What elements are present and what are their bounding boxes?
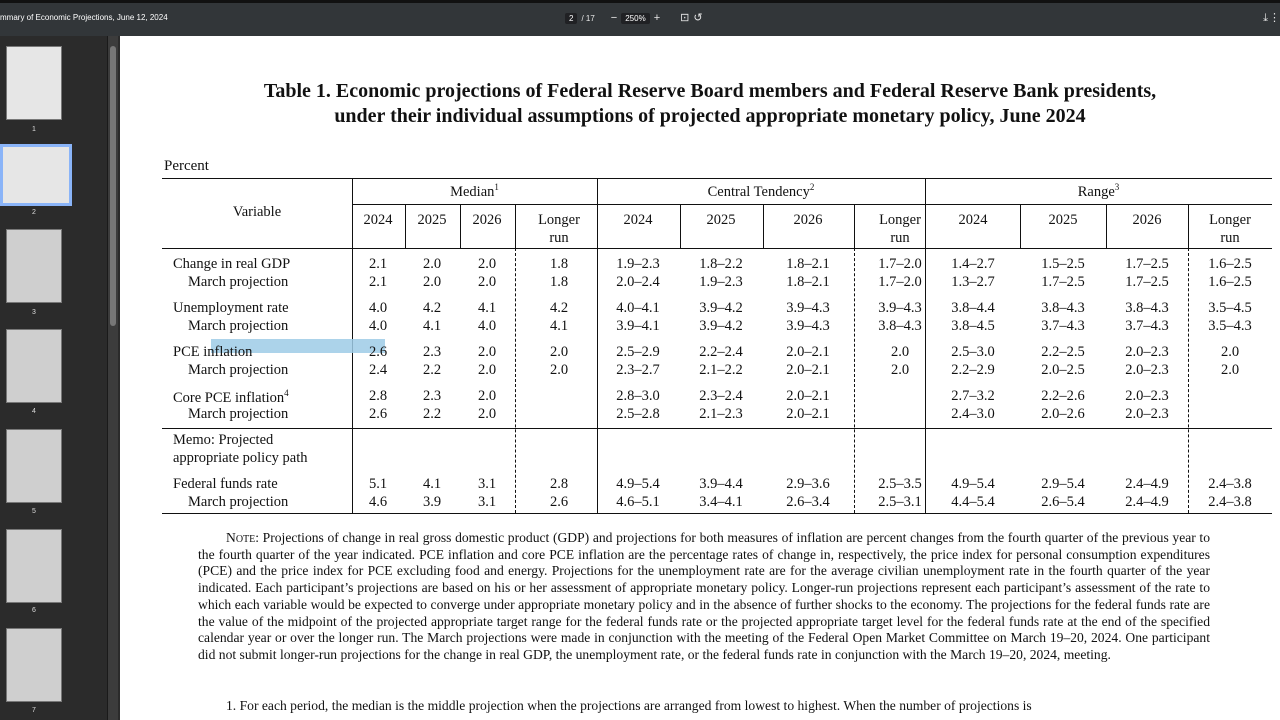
table-cell: 4.9–5.4 [616,476,660,492]
row-label [173,476,278,493]
table-cell: 4.0 [477,318,497,334]
group-header-range [925,182,1272,201]
table-cell: 3.5–4.3 [1208,318,1252,334]
row-label-text: March projection [188,274,289,290]
table-cell: 1.7–2.0 [878,256,922,272]
table-cell: 2.0 [477,344,497,360]
table-cell: 1.4–2.7 [951,256,995,272]
table-cell: 2.7–3.2 [951,388,995,404]
row-label-text: Change in real GDP [173,256,291,272]
vertical-scrollbar[interactable] [108,36,118,720]
longer-run-header: Longer [879,212,921,228]
table-cell: 2.2 [422,406,442,422]
zoom-in-button[interactable]: + [653,12,661,24]
table-cell: 2.0 [890,344,910,360]
fit-page-icon[interactable]: ⊡ [680,12,690,24]
table-cell: 2.1–2.3 [699,406,743,422]
row-label-march [188,274,288,291]
table-cell: 2.2–2.4 [699,344,743,360]
row-label-text: Core PCE inflation [173,389,285,406]
row-label-march [188,362,288,379]
row-label-text: March projection [188,362,289,378]
table-cell: 3.9 [422,494,442,510]
table-cell: 2.1–2.2 [699,362,743,378]
table-cell: 2.2–2.6 [1041,388,1085,404]
year-header: 2024 [363,212,393,228]
table-cell: 3.1 [477,494,497,510]
thumbnail-number: 7 [32,707,36,714]
footnote-marker: 4 [284,388,289,398]
footnote-marker: 3 [1114,182,1120,192]
pdf-toolbar [0,0,1280,36]
table-cell: 3.8–4.5 [951,318,995,334]
row-label-march [188,318,288,335]
table-cell: 3.9–4.4 [699,476,743,492]
table-cell: 2.0 [890,362,910,378]
table-cell: 2.2 [422,362,442,378]
year-header: 2026 [472,212,502,228]
table-cell: 4.2 [549,300,569,316]
row-label [173,388,289,407]
footnote-marker: 1 [494,182,499,192]
table-cell: 4.0 [368,318,388,334]
title-line-1: Table 1. Economic projections of Federal Reserve Board members and Federal Reserve Bank presidents, [263,80,1157,102]
table-cell: 1.9–2.3 [616,256,660,272]
table-cell: 2.3 [422,344,442,360]
download-icon[interactable]: ⤓ [1263,11,1268,24]
table-cell: 1.5–2.5 [1041,256,1085,272]
table-cell: 2.0–2.5 [1041,362,1085,378]
longer-run-header: Longer [1209,212,1251,228]
table-cell: 1.7–2.0 [878,274,922,290]
row-label [173,256,290,273]
memo-label-line-1: Memo: Projected [173,432,274,448]
table-cell: 2.0–2.3 [1125,388,1169,404]
row-label [173,344,252,361]
row-label-march [188,494,288,511]
table-cell: 2.4–3.8 [1208,476,1252,492]
table-cell: 3.8–4.3 [878,318,922,334]
table-cell: 1.6–2.5 [1208,274,1252,290]
table-cell: 3.8–4.3 [1041,300,1085,316]
table-cell: 3.1 [477,476,497,492]
table-cell: 2.5–3.0 [951,344,995,360]
page-thumbnail-active[interactable] [0,144,72,206]
table-cell: 2.0 [477,406,497,422]
table-cell: 2.0–2.3 [1125,344,1169,360]
pdf-page [120,36,1280,720]
year-header: 2025 [417,212,447,228]
table-cell: 4.1 [477,300,497,316]
table-cell: 2.5–2.8 [616,406,660,422]
title-line-2: under their individual assumptions of projected appropriate monetary policy, June 2024 [334,105,1086,127]
table-cell: 2.0–2.1 [786,388,830,404]
page-thumbnail[interactable] [6,628,62,702]
thumbnail-sidebar [0,36,108,720]
page-thumbnail[interactable] [6,229,62,303]
table-cell: 2.0–2.1 [786,362,830,378]
longer-run-header: Longer [538,212,580,228]
more-options-icon[interactable]: ⋮ [1269,11,1280,24]
table-cell: 2.0 [477,388,497,404]
year-header: 2024 [958,212,988,228]
table-note [198,530,1210,664]
table-cell: 4.1 [422,318,442,334]
table-cell: 2.3 [422,388,442,404]
thumbnail-number: 2 [32,209,36,216]
table-cell: 2.0 [422,256,442,272]
table-cell: 3.8–4.3 [1125,300,1169,316]
table-cell: 1.8–2.2 [699,256,743,272]
table-cell: 2.2–2.5 [1041,344,1085,360]
thumbnail-number: 1 [32,126,36,133]
note-text: Projections of change in real gross domestic product (GDP) and projections for both measures of inflation are percent changes from the fourth quarter of the previous year to the fourth quarter of the year indicated. PCE inflation and core PCE inflation are the percentage rates of change in, respectively, the price index for personal consumption expenditures (PCE) and the price index for PCE excluding food and energy. Projections for the unemployment rate are for the average civilian unemployment rate in the fourth quarter of the year indicated. Each participant’s projections are based on his or her assessment of appropriate monetary policy. Longer-run projections represent each participant’s assessment of the rate to which each variable would be expected to converge under appropriate monetary policy and in the absence of further shocks to the economy. The projections for the federal funds rate are the value of the midpoint of the projected appropriate target range for the federal funds rate or the projected appropriate target level for the federal funds rate at the end of the specified calendar year or over the longer run. The March projections were made in conjunction with the meeting of the Federal Open Market Committee on March 19–20, 2024. One participant did not submit longer-run projections for the change in real GDP, the unemployment rate, or the federal funds rate in conjunction with the March 19–20, 2024, meeting. [198,530,1210,662]
row-label [173,300,289,317]
table-cell: 4.2 [422,300,442,316]
table-cell: 2.0–2.3 [1125,362,1169,378]
page-total: / 17 [581,14,595,23]
table-cell: 2.0 [1220,362,1240,378]
table-cell: 4.6 [368,494,388,510]
table-cell: 2.1 [368,274,388,290]
page-thumbnail[interactable] [6,429,62,503]
table-cell: 5.1 [368,476,388,492]
page-number-input[interactable]: 2 [565,13,577,24]
table-cell: 2.5–2.9 [616,344,660,360]
row-label-march [188,406,288,423]
zoom-out-button[interactable]: − [610,12,618,24]
group-header-label: Range [1077,183,1115,200]
table-cell: 1.7–2.5 [1125,274,1169,290]
table-cell: 2.9–3.6 [786,476,830,492]
table-cell: 2.6 [368,406,388,422]
table-cell: 3.9–4.2 [699,318,743,334]
page-thumbnail[interactable] [6,329,62,403]
table-cell: 3.8–4.4 [951,300,995,316]
thumbnail-number: 4 [32,408,36,415]
table-cell: 2.8 [549,476,569,492]
table-cell: 4.9–5.4 [951,476,995,492]
longer-run-header-2: run [549,230,569,246]
table-cell: 3.4–4.1 [699,494,743,510]
table-cell: 4.0–4.1 [616,300,660,316]
table-cell: 2.0–2.3 [1125,406,1169,422]
table-cell: 1.3–2.7 [951,274,995,290]
table-cell: 1.8–2.1 [786,274,830,290]
document-title: mmary of Economic Projections, June 12, 2024 [0,13,168,22]
table-cell: 3.9–4.2 [699,300,743,316]
table-cell: 2.0 [1220,344,1240,360]
table-cell: 2.1 [368,256,388,272]
row-label-text: March projection [188,494,289,510]
thumbnail-number: 3 [32,309,36,316]
year-header: 2025 [1048,212,1078,228]
table-cell: 2.5–3.5 [878,476,922,492]
table-cell: 2.4–4.9 [1125,476,1169,492]
table-cell: 1.7–2.5 [1041,274,1085,290]
table-cell: 2.0–2.1 [786,344,830,360]
zoom-level[interactable]: 250% [621,13,649,24]
table-cell: 2.4 [368,362,388,378]
group-header-median [352,182,597,201]
row-label-text: Federal funds rate [173,476,278,492]
table-cell: 2.0 [549,344,569,360]
table-cell: 3.5–4.5 [1208,300,1252,316]
table-cell: 2.4–3.0 [951,406,995,422]
table-cell: 1.9–2.3 [699,274,743,290]
table-cell: 4.0 [368,300,388,316]
table-cell: 2.5–3.1 [878,494,922,510]
table-cell: 4.1 [422,476,442,492]
table-cell: 3.9–4.3 [786,300,830,316]
group-header-central-tendency [597,182,925,201]
table-cell: 3.9–4.1 [616,318,660,334]
table-cell: 3.9–4.3 [786,318,830,334]
year-header: 2025 [706,212,736,228]
footnote-1: 1. For each period, the median is the middle projection when the projections are arranged from lowest to highest. When the number of projections is [226,698,1032,713]
table-cell: 2.3–2.4 [699,388,743,404]
row-label-text: Unemployment rate [173,300,289,316]
table-cell: 1.6–2.5 [1208,256,1252,272]
table-cell: 2.4–4.9 [1125,494,1169,510]
table-cell: 2.0–2.6 [1041,406,1085,422]
page-thumbnail[interactable] [6,46,62,120]
scrollbar-thumb[interactable] [110,46,116,326]
table-cell: 2.6–5.4 [1041,494,1085,510]
table-cell: 2.0 [477,274,497,290]
table-cell: 2.0–2.1 [786,406,830,422]
table-cell: 2.8–3.0 [616,388,660,404]
table-cell: 2.9–5.4 [1041,476,1085,492]
thumbnail-number: 5 [32,508,36,515]
longer-run-header-2: run [1220,230,1240,246]
table-cell: 2.6–3.4 [786,494,830,510]
table-cell: 4.4–5.4 [951,494,995,510]
page-controls [565,13,703,24]
group-header-label: Median [450,183,495,200]
table-cell: 3.7–4.3 [1125,318,1169,334]
table-cell: 2.0 [477,362,497,378]
row-label-text: March projection [188,318,289,334]
footnote-marker: 2 [809,182,815,192]
longer-run-header-2: run [890,230,910,246]
unit-label: Percent [164,158,209,174]
thumbnail-number: 6 [32,607,36,614]
table-cell: 1.8–2.1 [786,256,830,272]
year-header: 2026 [1132,212,1162,228]
table-cell: 3.9–4.3 [878,300,922,316]
table-cell: 2.0 [422,274,442,290]
table-cell: 2.6 [549,494,569,510]
memo-label-line-2: appropriate policy path [173,450,308,466]
table-cell: 1.8 [549,256,569,272]
group-header-label: Central Tendency [707,183,810,200]
table-cell: 2.3–2.7 [616,362,660,378]
table-cell: 2.0–2.4 [616,274,660,290]
table-cell: 4.6–5.1 [616,494,660,510]
table-cell: 1.7–2.5 [1125,256,1169,272]
table-cell: 2.6 [368,344,388,360]
table-cell: 4.1 [549,318,569,334]
table-cell: 2.0 [549,362,569,378]
year-header: 2024 [623,212,653,228]
variable-header: Variable [232,204,282,220]
table-cell: 2.4–3.8 [1208,494,1252,510]
table-cell: 2.2–2.9 [951,362,995,378]
table-cell: 2.8 [368,388,388,404]
year-header: 2026 [793,212,823,228]
row-label-text: March projection [188,406,289,422]
note-lead: Note: [226,530,260,545]
table-cell: 3.7–4.3 [1041,318,1085,334]
rotate-icon[interactable]: ↺ [693,12,703,24]
table-cell: 1.8 [549,274,569,290]
table-cell: 2.0 [477,256,497,272]
table-title [150,79,1270,129]
page-thumbnail[interactable] [6,529,62,603]
row-label-text: PCE inflation [173,344,253,360]
